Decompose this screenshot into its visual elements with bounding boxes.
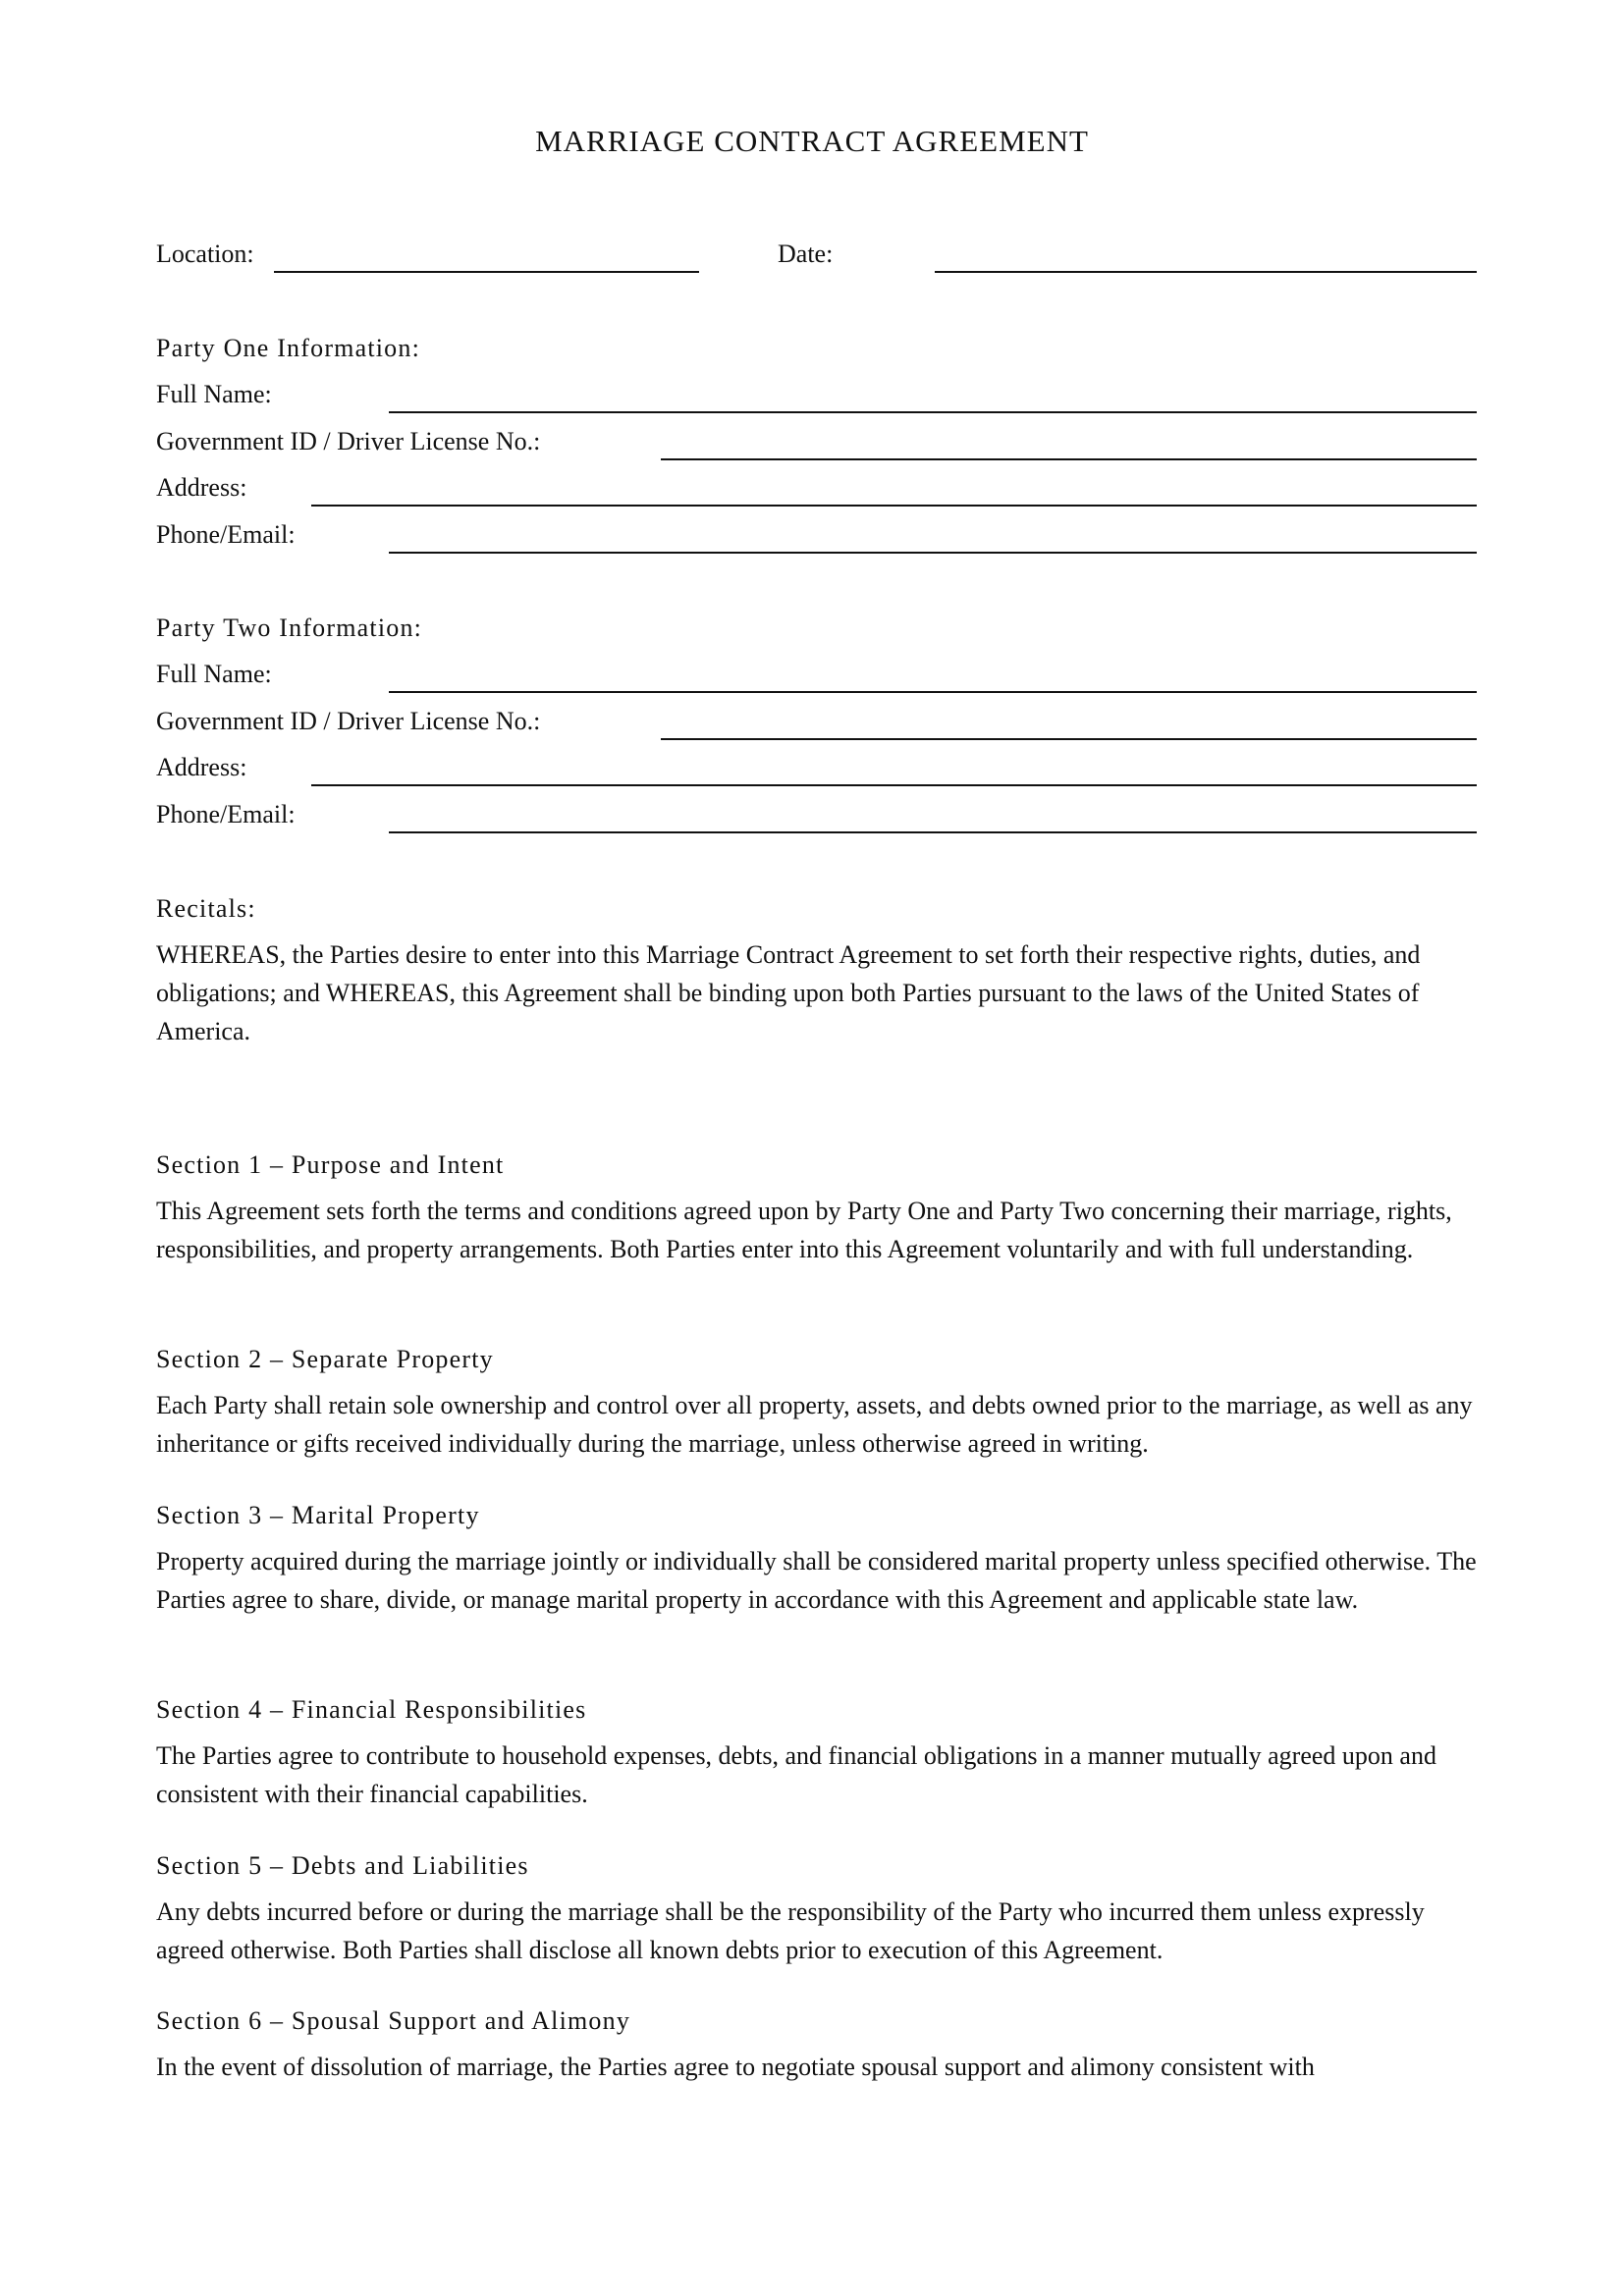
section-3-text: Property acquired during the marriage jointly or individually shall be considered marital property unless specified otherwise. The Parties agree to share, divide, or manage marital property in accordance with this Agreement and applicable state law. bbox=[156, 1547, 1477, 1614]
section-3-heading: Section 3 – Marital Property bbox=[156, 1501, 480, 1529]
date-field[interactable] bbox=[935, 271, 1477, 273]
section-2-text: Each Party shall retain sole ownership and control over all property, assets, and debts owned prior to the marriage, as well as any inheritance or gifts received individually during the marriage, unless otherwise agreed in writing. bbox=[156, 1391, 1473, 1458]
party-two-gov-id-label: Government ID / Driver License No.: bbox=[156, 707, 541, 735]
recitals-text: WHEREAS, the Parties desire to enter into this Marriage Contract Agreement to set forth their respective rights, duties, and obligations; and WHEREAS, this Agreement shall be binding upon both Parties pursuant to the laws of the United States of America. bbox=[156, 940, 1421, 1045]
party-two-address-label: Address: bbox=[156, 753, 247, 781]
party-one-gov-id-field[interactable] bbox=[661, 458, 1477, 460]
recitals-heading: Recitals: bbox=[156, 894, 256, 923]
party-one-full-name-label: Full Name: bbox=[156, 380, 272, 408]
section-6-text: In the event of dissolution of marriage, the Parties agree to negotiate spousal support and alimony consistent with bbox=[156, 2053, 1315, 2081]
party-one-gov-id-label: Government ID / Driver License No.: bbox=[156, 427, 541, 455]
section-4-heading: Section 4 – Financial Responsibilities bbox=[156, 1695, 587, 1724]
section-5-text: Any debts incurred before or during the marriage shall be the responsibility of the Party who incurred them unless expressly agreed otherwise. Both Parties shall disclose all known debts prior to execution of this Agreement. bbox=[156, 1897, 1425, 1964]
party-two-phone-email-field[interactable] bbox=[389, 831, 1477, 833]
section-1-text: This Agreement sets forth the terms and conditions agreed upon by Party One and Party Two concerning their marriage, rights, responsibilities, and property arrangements. Both Parties enter into this Agreement voluntarily and with full understanding. bbox=[156, 1197, 1452, 1263]
date-label: Date: bbox=[778, 240, 834, 268]
section-5-heading: Section 5 – Debts and Liabilities bbox=[156, 1851, 529, 1880]
party-two-full-name-field[interactable] bbox=[389, 691, 1477, 693]
location-label: Location: bbox=[156, 240, 254, 268]
party-two-heading: Party Two Information: bbox=[156, 614, 423, 642]
location-field[interactable] bbox=[274, 271, 699, 273]
party-two-gov-id-field[interactable] bbox=[661, 738, 1477, 740]
section-4-text: The Parties agree to contribute to household expenses, debts, and financial obligations in a manner mutually agreed upon and consistent with their financial capabilities. bbox=[156, 1741, 1436, 1808]
section-6-heading: Section 6 – Spousal Support and Alimony bbox=[156, 2006, 631, 2035]
party-one-address-field[interactable] bbox=[311, 505, 1477, 507]
section-2-heading: Section 2 – Separate Property bbox=[156, 1345, 494, 1373]
party-two-address-field[interactable] bbox=[311, 784, 1477, 786]
party-one-full-name-field[interactable] bbox=[389, 411, 1477, 413]
document-title: MARRIAGE CONTRACT AGREEMENT bbox=[535, 124, 1089, 158]
party-two-phone-email-label: Phone/Email: bbox=[156, 800, 296, 828]
party-one-phone-email-label: Phone/Email: bbox=[156, 520, 296, 549]
section-1-heading: Section 1 – Purpose and Intent bbox=[156, 1150, 505, 1179]
party-one-address-label: Address: bbox=[156, 473, 247, 502]
party-two-full-name-label: Full Name: bbox=[156, 660, 272, 688]
party-one-heading: Party One Information: bbox=[156, 334, 421, 362]
party-one-phone-email-field[interactable] bbox=[389, 552, 1477, 554]
